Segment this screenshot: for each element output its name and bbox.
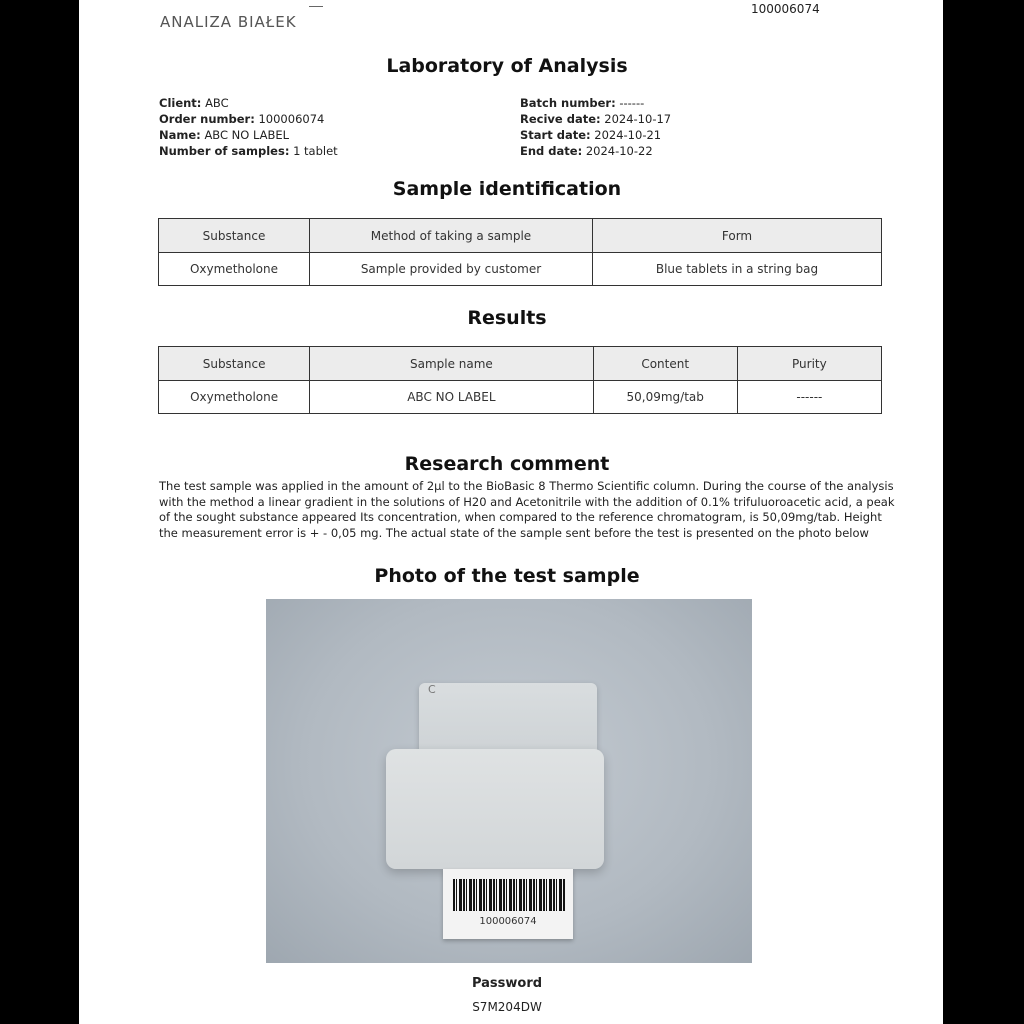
photo-heading: Photo of the test sample — [374, 565, 640, 587]
table-header-row — [159, 347, 882, 381]
table-cell: Oxymetholone — [159, 253, 310, 286]
table-cell: Oxymetholone — [159, 381, 310, 414]
info-batch-number: Batch number: ------ — [520, 96, 645, 110]
info-right — [520, 95, 671, 159]
bag-seal — [419, 683, 597, 758]
info-name: Name: ABC NO LABEL — [159, 128, 290, 142]
table-cell: ------ — [737, 381, 881, 414]
info-client: Client: ABC — [159, 96, 229, 110]
bag-letter: C — [428, 683, 436, 696]
research-comment-text: The test sample was applied in the amount of 2µl to the BioBasic 8 Thermo Scientific column. During the course of the analysis with the method a linear gradient in the solutions of H20 and Acetonitrile with the addition of 0.1% trifuluoroacetic acid, a peak of the sought substance appeared Its concentration, when compared to the reference chromatogram, is 50,09mg/tab. Height the measurement error is + - 0,05 mg. The actual state of the sample sent before the test is presented on the photo below — [159, 479, 895, 540]
report-page — [79, 0, 943, 1024]
table-header-cell: Substance — [159, 347, 310, 381]
barcode-number: 100006074 — [479, 916, 537, 927]
table-row — [159, 253, 882, 286]
table-cell: ABC NO LABEL — [310, 381, 593, 414]
table-header-cell: Substance — [159, 219, 310, 253]
table-header-cell: Sample name — [310, 347, 593, 381]
info-number-of-samples: Number of samples: 1 tablet — [159, 144, 338, 158]
info-order-number: Order number: 100006074 — [159, 112, 325, 126]
table-header-cell: Content — [593, 347, 737, 381]
table-header-cell: Purity — [737, 347, 881, 381]
sample-photo — [266, 599, 752, 963]
bag-body — [386, 749, 604, 869]
barcode-icon — [453, 879, 565, 911]
password-value: S7M204DW — [472, 1000, 542, 1014]
password-label: Password — [471, 976, 543, 991]
results-table — [158, 346, 882, 414]
table-cell: 50,09mg/tab — [593, 381, 737, 414]
logo-icon — [309, 0, 323, 7]
sample-identification-table — [158, 218, 882, 286]
table-header-row — [159, 219, 882, 253]
header-order-number: 100006074 — [751, 2, 820, 16]
table-header-cell: Method of taking a sample — [310, 219, 593, 253]
page-title: Laboratory of Analysis — [386, 55, 628, 77]
research-comment-heading: Research comment — [404, 453, 610, 475]
results-heading: Results — [467, 307, 547, 329]
logo-text: ANALIZA BIAŁEK — [160, 13, 297, 31]
info-end-date: End date: 2024-10-22 — [520, 144, 653, 158]
sample-identification-heading: Sample identification — [392, 178, 622, 200]
table-row — [159, 381, 882, 414]
table-cell: Blue tablets in a string bag — [593, 253, 882, 286]
info-left — [159, 95, 338, 159]
table-cell: Sample provided by customer — [310, 253, 593, 286]
info-receive-date: Recive date: 2024-10-17 — [520, 112, 672, 126]
table-header-cell: Form — [593, 219, 882, 253]
info-start-date: Start date: 2024-10-21 — [520, 128, 662, 142]
barcode-label — [443, 869, 573, 939]
